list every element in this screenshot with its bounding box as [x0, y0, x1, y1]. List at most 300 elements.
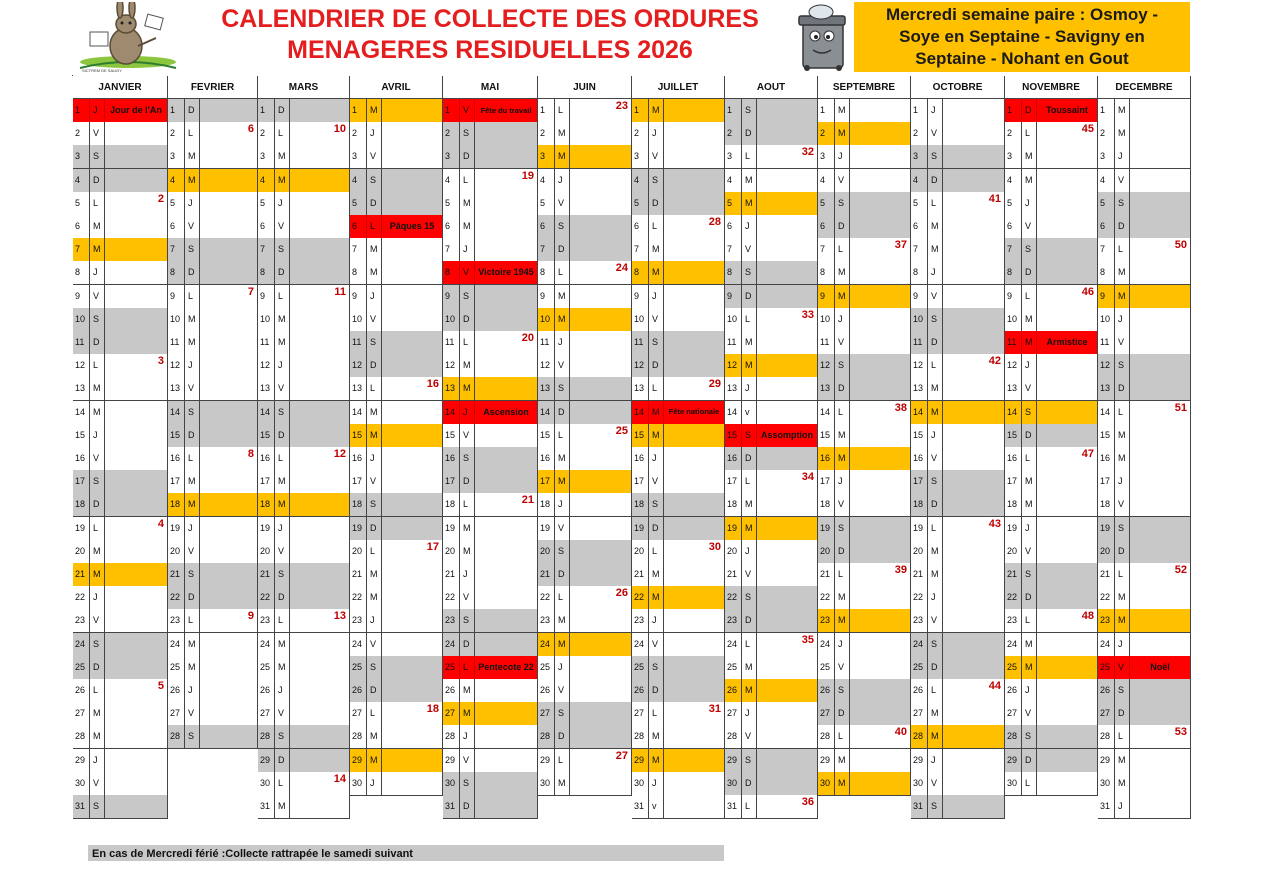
day-letter: D [1025, 754, 1032, 765]
week-number: 28 [708, 216, 721, 228]
day-number: 1 [540, 105, 546, 115]
day-letter: M [1118, 128, 1126, 139]
day-letter: D [278, 105, 285, 115]
day-letter: M [1118, 754, 1126, 765]
day-letter: L [745, 151, 751, 162]
day-number: 6 [913, 221, 919, 231]
day-cell [1098, 377, 1191, 401]
day-cell [73, 749, 168, 773]
week-number: 2 [157, 192, 164, 205]
day-cell [168, 99, 258, 123]
day-number: 11 [540, 337, 550, 347]
day-cell [168, 145, 258, 169]
day-letter: M [745, 337, 753, 347]
day-number: 5 [913, 197, 919, 208]
day-number: 27 [260, 708, 271, 719]
day-cell [443, 308, 538, 332]
day-letter: L [1025, 290, 1031, 301]
day-letter: M [278, 801, 286, 811]
day-cell [73, 169, 168, 193]
day-number: 12 [352, 360, 363, 371]
day-cell [818, 145, 911, 169]
day-number: 29 [913, 754, 924, 765]
day-cell [818, 586, 911, 610]
day-cell [818, 424, 911, 448]
week-number: 43 [988, 517, 1001, 530]
day-number: 24 [170, 638, 181, 649]
day-number: 18 [820, 499, 831, 510]
day-cell [538, 215, 632, 239]
day-letter: M [558, 777, 566, 788]
day-cell [632, 725, 725, 749]
day-number: 15 [1007, 429, 1018, 440]
day-number: 20 [445, 545, 456, 556]
day-number: 2 [260, 128, 266, 139]
day-letter: J [1025, 360, 1030, 371]
day-number: 2 [445, 128, 451, 139]
day-number: 28 [352, 731, 363, 742]
day-number: 22 [75, 592, 86, 603]
day-number: 22 [260, 592, 271, 603]
day-cell [168, 586, 258, 610]
day-number: 2 [352, 128, 358, 139]
day-number: 21 [1100, 569, 1111, 579]
day-letter: J [745, 545, 750, 556]
day-number: 26 [727, 685, 738, 695]
day-number: 20 [634, 545, 645, 556]
day-number: 18 [260, 499, 271, 510]
day-cell [73, 424, 168, 448]
day-letter: L [745, 476, 751, 487]
day-number: 3 [352, 151, 358, 162]
day-cell [538, 725, 632, 749]
week-number: 4 [157, 517, 164, 530]
day-cell [350, 563, 443, 587]
day-cell [725, 261, 818, 285]
day-number: 8 [352, 267, 358, 278]
day-cell [1005, 261, 1098, 285]
day-letter: M [1118, 777, 1126, 788]
day-cell [443, 493, 538, 517]
day-cell [911, 493, 1005, 517]
day-letter: S [1118, 197, 1125, 208]
day-number: 11 [75, 337, 85, 347]
day-number: 4 [445, 174, 451, 185]
day-cell [1098, 540, 1191, 564]
day-cell [443, 540, 538, 564]
week-number: 14 [333, 772, 346, 785]
day-letter: S [838, 522, 845, 533]
day-cell [258, 377, 350, 401]
day-number: 8 [540, 267, 546, 278]
day-number: 18 [913, 499, 924, 510]
day-letter: M [838, 453, 846, 463]
day-letter: D [370, 360, 377, 371]
day-letter: D [931, 661, 938, 672]
day-number: 19 [820, 522, 831, 533]
day-letter: D [370, 197, 377, 208]
day-letter: D [278, 429, 285, 440]
day-number: 11 [445, 337, 455, 347]
day-number: 30 [820, 777, 831, 788]
day-number: 16 [634, 453, 645, 463]
day-number: 25 [913, 661, 924, 672]
day-letter: S [838, 685, 845, 695]
month-header: AOUT [725, 76, 818, 99]
day-cell [725, 517, 818, 541]
day-letter: M [188, 174, 196, 185]
day-letter: V [1025, 221, 1032, 231]
week-number: 25 [615, 424, 628, 437]
day-cell [1005, 702, 1098, 726]
day-number: 22 [1007, 592, 1018, 603]
day-number: 17 [170, 476, 181, 487]
day-letter: M [1025, 174, 1033, 185]
week-number: 26 [615, 587, 628, 600]
week-number: 17 [426, 540, 439, 553]
day-number: 12 [170, 360, 181, 371]
day-number: 30 [260, 777, 271, 788]
day-number: 29 [540, 754, 551, 765]
day-letter: M [188, 638, 196, 649]
day-number: 1 [634, 105, 640, 115]
day-cell [632, 192, 725, 216]
day-number: 1 [352, 105, 358, 115]
day-cell [1005, 424, 1098, 448]
week-number: 21 [521, 494, 534, 507]
day-letter: S [463, 453, 470, 463]
day-letter: J [745, 708, 750, 719]
day-cell [818, 725, 911, 749]
day-letter: M [838, 615, 846, 626]
day-number: 3 [445, 151, 451, 162]
day-cell [911, 331, 1005, 355]
day-number: 4 [634, 174, 640, 185]
day-cell [1005, 308, 1098, 332]
day-cell [73, 447, 168, 471]
day-letter: M [93, 731, 101, 742]
day-letter: S [93, 151, 100, 162]
day-letter: D [463, 313, 470, 324]
day-letter: J [93, 429, 98, 440]
day-cell [443, 99, 538, 123]
day-cell [818, 261, 911, 285]
day-letter: M [1118, 429, 1126, 440]
day-letter: M [652, 406, 660, 417]
day-letter: D [463, 151, 470, 162]
day-letter: S [558, 545, 565, 556]
day-cell [350, 725, 443, 749]
day-letter: S [931, 476, 938, 487]
day-letter: S [745, 592, 752, 603]
day-cell [443, 215, 538, 239]
day-cell [350, 401, 443, 425]
day-number: 9 [1007, 290, 1013, 301]
month-column [73, 76, 168, 820]
day-letter: M [463, 685, 471, 695]
day-number: 15 [727, 429, 738, 440]
day-letter: L [745, 638, 751, 649]
day-cell [911, 702, 1005, 726]
day-number: 7 [634, 244, 640, 255]
day-cell [350, 586, 443, 610]
day-letter: M [278, 337, 286, 347]
day-number: 29 [634, 754, 645, 765]
day-cell [168, 424, 258, 448]
day-cell [168, 308, 258, 332]
day-cell [911, 308, 1005, 332]
holiday-label: Toussaint [1038, 101, 1096, 120]
day-number: 23 [260, 615, 271, 626]
day-number: 27 [540, 708, 551, 719]
week-number: 51 [1174, 401, 1187, 414]
day-letter: V [93, 453, 100, 463]
month-header: FEVRIER [168, 76, 258, 99]
day-letter: V [745, 569, 752, 579]
day-letter: D [931, 174, 938, 185]
day-number: 24 [1100, 638, 1111, 649]
week-number: 16 [426, 378, 439, 391]
day-cell [258, 470, 350, 494]
day-cell [725, 725, 818, 749]
day-letter: V [931, 128, 938, 139]
day-cell [1098, 261, 1191, 285]
day-number: 5 [727, 197, 733, 208]
day-number: 28 [1100, 731, 1111, 742]
day-number: 22 [1100, 592, 1111, 603]
day-letter: M [838, 429, 846, 440]
day-cell [538, 238, 632, 262]
day-number: 15 [260, 429, 271, 440]
day-letter: L [1025, 453, 1031, 463]
day-letter: J [93, 754, 98, 765]
day-number: 10 [352, 313, 363, 324]
month-column [1098, 76, 1191, 820]
day-number: 24 [727, 638, 738, 649]
day-cell [350, 470, 443, 494]
day-cell [73, 401, 168, 425]
day-number: 12 [1100, 360, 1111, 371]
day-letter: L [931, 197, 937, 208]
day-number: 13 [820, 383, 831, 394]
day-letter: M [745, 661, 753, 672]
day-cell [258, 633, 350, 657]
day-cell [911, 563, 1005, 587]
day-cell [1098, 679, 1191, 703]
day-cell [1098, 331, 1191, 355]
day-letter: V [558, 685, 565, 695]
day-number: 18 [445, 499, 456, 510]
day-cell [538, 447, 632, 471]
day-cell [818, 493, 911, 517]
day-letter: J [463, 731, 468, 742]
week-number: 41 [988, 192, 1001, 205]
day-letter: L [838, 731, 844, 742]
day-cell [1005, 609, 1098, 633]
day-cell [1098, 470, 1191, 494]
day-letter: L [370, 708, 376, 719]
day-cell [1005, 122, 1098, 146]
day-letter: S [370, 661, 377, 672]
day-cell [73, 331, 168, 355]
day-cell [632, 795, 725, 819]
day-letter: M [931, 545, 939, 556]
day-cell [258, 493, 350, 517]
day-cell [911, 401, 1005, 425]
day-cell [258, 424, 350, 448]
day-number: 30 [75, 777, 86, 788]
day-number: 12 [75, 360, 86, 371]
day-cell [1005, 99, 1098, 123]
day-letter: M [745, 197, 753, 208]
day-number: 9 [260, 290, 266, 301]
day-number: 5 [634, 197, 640, 208]
day-letter: M [838, 105, 846, 115]
day-letter: S [370, 499, 377, 510]
day-number: 5 [170, 197, 176, 208]
day-number: 25 [540, 661, 551, 672]
day-cell [350, 447, 443, 471]
day-cell [73, 540, 168, 564]
day-number: 1 [820, 105, 826, 115]
day-letter: L [652, 383, 658, 394]
day-letter: L [278, 290, 284, 301]
week-number: 39 [894, 564, 907, 576]
collection-info-box [854, 2, 1190, 72]
day-letter: M [278, 499, 286, 510]
day-number: 30 [634, 777, 645, 788]
day-cell [73, 354, 168, 378]
day-number: 15 [352, 429, 363, 440]
day-letter: D [1025, 592, 1032, 603]
day-cell [1098, 122, 1191, 146]
day-cell [1098, 749, 1191, 773]
day-letter: M [838, 267, 846, 278]
day-letter: M [1118, 267, 1126, 278]
day-cell [725, 702, 818, 726]
day-number: 14 [1100, 406, 1111, 417]
day-cell [1005, 354, 1098, 378]
day-cell [168, 540, 258, 564]
day-letter: J [278, 360, 283, 371]
day-cell [443, 354, 538, 378]
day-cell [1005, 285, 1098, 309]
day-cell [350, 261, 443, 285]
day-letter: L [370, 545, 376, 556]
day-cell [1098, 238, 1191, 262]
day-letter: M [652, 267, 660, 278]
day-number: 22 [352, 592, 363, 603]
day-number: 3 [1007, 151, 1013, 162]
day-number: 10 [260, 313, 271, 324]
day-cell [73, 122, 168, 146]
day-letter: J [1118, 801, 1123, 811]
day-letter: S [93, 476, 100, 487]
day-letter: D [652, 522, 659, 533]
day-number: 7 [352, 244, 358, 255]
day-letter: M [93, 244, 101, 255]
footer-note: En cas de Mercredi férié :Collecte rattrapée le samedi suivant [88, 845, 724, 861]
day-cell [538, 99, 632, 123]
day-cell [443, 285, 538, 309]
day-letter: D [463, 801, 470, 811]
day-cell [168, 377, 258, 401]
day-cell [538, 169, 632, 193]
day-letter: D [838, 221, 845, 231]
day-letter: M [558, 313, 566, 324]
day-letter: S [188, 244, 195, 255]
day-number: 5 [445, 197, 451, 208]
day-letter: L [558, 105, 564, 115]
day-cell [818, 656, 911, 680]
day-number: 9 [540, 290, 546, 301]
day-number: 16 [540, 453, 551, 463]
day-number: 7 [1100, 244, 1106, 255]
day-number: 10 [445, 313, 456, 324]
day-cell [818, 563, 911, 587]
day-letter: V [1118, 661, 1125, 672]
day-letter: M [370, 244, 378, 255]
day-number: 30 [1100, 777, 1111, 788]
day-cell [350, 285, 443, 309]
day-number: 4 [727, 174, 733, 185]
day-letter: S [463, 777, 470, 788]
day-letter: J [463, 569, 468, 579]
day-number: 12 [727, 360, 738, 371]
day-letter: V [93, 128, 100, 139]
day-letter: D [931, 499, 938, 510]
day-letter: V [838, 661, 845, 672]
day-cell [818, 308, 911, 332]
day-letter: S [188, 569, 195, 579]
day-letter: V [558, 522, 565, 533]
week-number: 30 [708, 540, 721, 553]
day-number: 19 [260, 522, 271, 533]
day-number: 8 [1100, 267, 1106, 278]
day-cell [350, 169, 443, 193]
day-cell [632, 749, 725, 773]
day-letter: M [1025, 151, 1033, 162]
day-cell [443, 725, 538, 749]
day-cell [632, 517, 725, 541]
title-line-1: CALENDRIER DE COLLECTE DES ORDURES [221, 5, 759, 33]
day-letter: V [463, 267, 470, 278]
week-number: 52 [1174, 564, 1187, 576]
day-cell [1098, 424, 1191, 448]
day-number: 25 [1007, 661, 1018, 672]
day-cell [725, 238, 818, 262]
day-letter: V [931, 290, 938, 301]
day-number: 6 [352, 221, 358, 231]
day-cell [818, 540, 911, 564]
day-cell [350, 517, 443, 541]
day-cell [632, 215, 725, 239]
day-letter: J [1118, 638, 1123, 649]
day-letter: V [188, 221, 195, 231]
day-cell [911, 679, 1005, 703]
day-cell [258, 702, 350, 726]
day-number: 10 [75, 313, 86, 324]
day-letter: L [1025, 777, 1031, 788]
day-letter: S [93, 313, 100, 324]
day-letter: L [93, 685, 99, 695]
day-letter: S [745, 105, 752, 115]
day-number: 24 [820, 638, 831, 649]
day-letter: J [1025, 197, 1030, 208]
day-number: 8 [170, 267, 176, 278]
week-number: 3 [157, 355, 164, 368]
day-cell [73, 563, 168, 587]
